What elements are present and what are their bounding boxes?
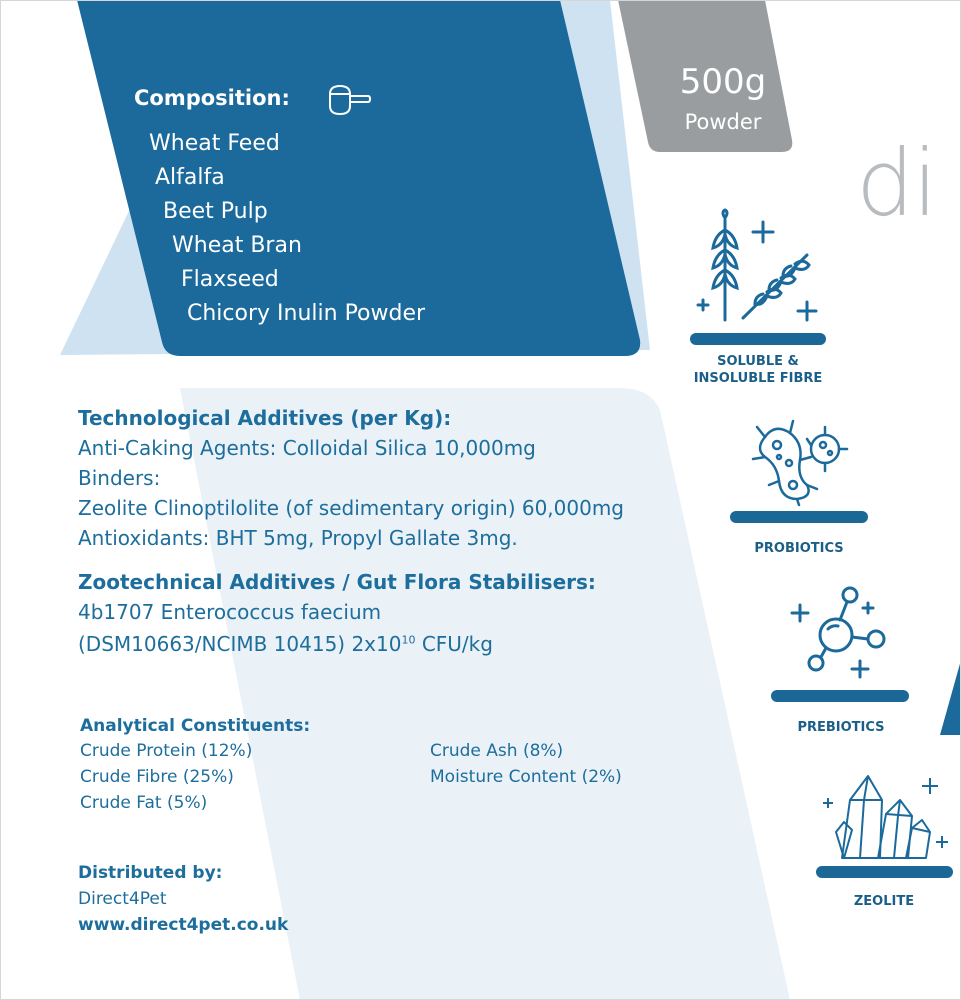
- composition-item: Wheat Bran: [172, 233, 302, 258]
- composition-item: Chicory Inulin Powder: [187, 301, 426, 326]
- cfu-exponent: 10: [401, 633, 416, 647]
- scoop-icon: [326, 84, 372, 116]
- analytical-title: Analytical Constituents:: [80, 716, 311, 736]
- wheat-icon: [695, 210, 825, 325]
- analytical-left-item: Crude Fat (5%): [80, 793, 208, 813]
- badge-weight: 500g: [679, 62, 767, 102]
- prebiotics-underline: [771, 690, 909, 702]
- probiotics-underline: [730, 511, 868, 523]
- fibre-label: [670, 353, 846, 387]
- cfu-suffix: CFU/kg: [415, 632, 493, 656]
- technological-line: Zeolite Clinoptilolite (of sedimentary origin) 60,000mg: [78, 496, 625, 520]
- technological-line: Antioxidants: BHT 5mg, Propyl Gallate 3mg.: [78, 526, 518, 550]
- fibre-underline: [690, 333, 826, 345]
- zootechnical-line-cfu: [78, 632, 493, 656]
- composition-title: Composition:: [134, 86, 290, 110]
- brand-logo-partial: di: [856, 130, 936, 237]
- composition-item: Flaxseed: [181, 267, 279, 292]
- bacteria-icon: [745, 415, 850, 505]
- probiotics-label: PROBIOTICS: [754, 541, 844, 556]
- analytical-right-item: Crude Ash (8%): [430, 741, 564, 761]
- analytical-left-item: Crude Fibre (25%): [80, 767, 234, 787]
- distributor-website[interactable]: www.direct4pet.co.uk: [78, 915, 289, 935]
- technological-line: Anti-Caking Agents: Colloidal Silica 10,000mg: [78, 436, 536, 460]
- fibre-label-line2: INSOLUBLE FIBRE: [693, 371, 823, 386]
- fibre-label-line1: SOLUBLE &: [717, 354, 799, 369]
- cfu-prefix: (DSM10663/NCIMB 10415) 2x10: [78, 632, 402, 656]
- analytical-left-item: Crude Protein (12%): [80, 741, 253, 761]
- badge-form: Powder: [684, 110, 762, 134]
- prebiotics-label: PREBIOTICS: [797, 720, 885, 735]
- composition-item: Beet Pulp: [163, 199, 268, 224]
- composition-item: Alfalfa: [155, 165, 225, 190]
- zootechnical-title: Zootechnical Additives / Gut Flora Stabilisers:: [78, 570, 596, 594]
- distributor-name: Direct4Pet: [78, 889, 167, 909]
- technological-line: Binders:: [78, 466, 161, 490]
- distributor-title: Distributed by:: [78, 863, 223, 883]
- technological-title: Technological Additives (per Kg):: [78, 406, 452, 430]
- partial-shape-right: [940, 660, 961, 735]
- zootechnical-line: 4b1707 Enterococcus faecium: [78, 600, 382, 624]
- zeolite-label: ZEOLITE: [853, 894, 915, 909]
- zeolite-underline: [816, 866, 953, 878]
- pale-blue-panel: [180, 388, 790, 1000]
- crystal-icon: [820, 770, 945, 865]
- molecule-icon: [788, 585, 888, 680]
- composition-item: Wheat Feed: [149, 131, 280, 156]
- analytical-right-item: Moisture Content (2%): [430, 767, 622, 787]
